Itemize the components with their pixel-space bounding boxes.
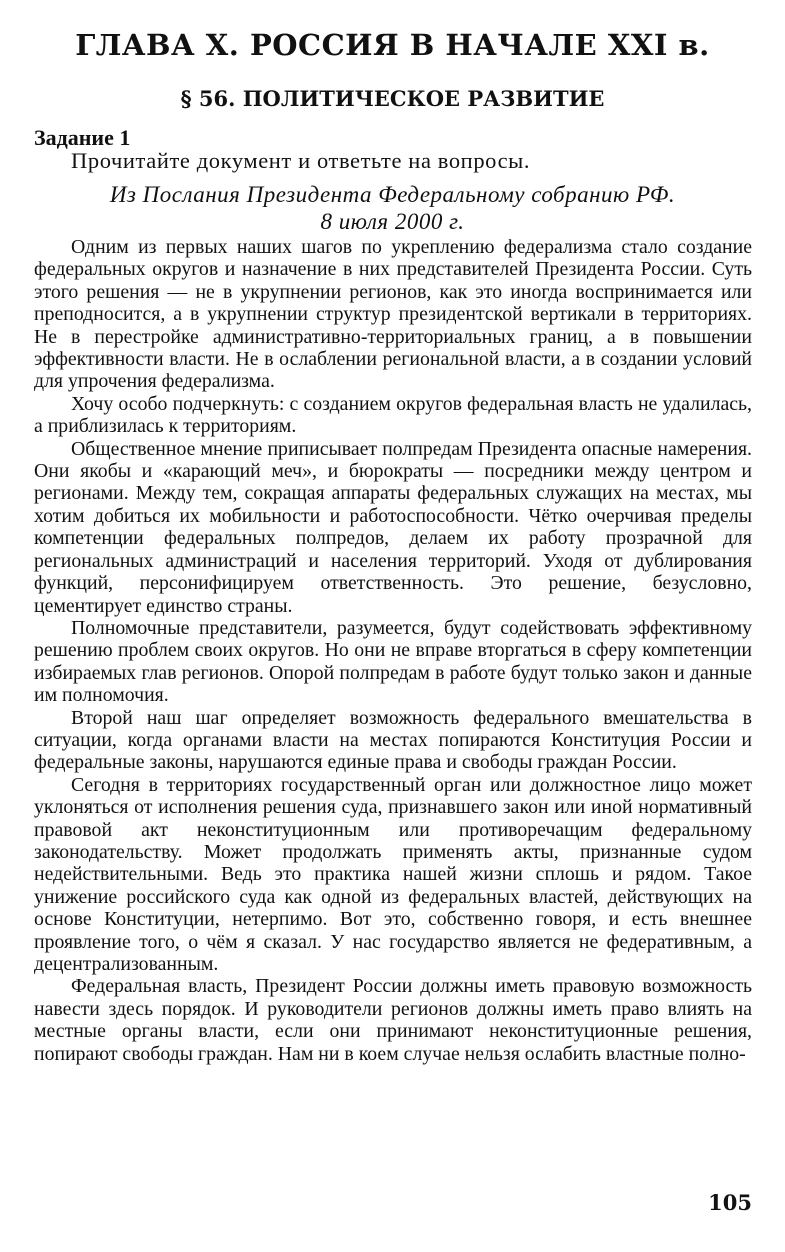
source-title: Из Послания Президента Федеральному собранию РФ. bbox=[109, 182, 676, 207]
page-number: 105 bbox=[708, 1190, 752, 1215]
document-body bbox=[34, 236, 752, 1065]
task-instruction: Прочитайте документ и ответьте на вопросы. bbox=[71, 148, 531, 173]
task-label: Задание 1 bbox=[34, 125, 131, 150]
chapter-title: ГЛАВА X. РОССИЯ В НАЧАЛЕ XXI в. bbox=[75, 28, 710, 62]
paragraph-2: Хочу особо подчеркнуть: с созданием округов федеральная власть не удалилась, а приблизилась к территориям. bbox=[34, 392, 752, 438]
paragraph-5: Второй наш шаг определяет возможность федерального вмешательства в ситуации, когда органами власти на местах попираются Конституция России и федеральные законы, нарушаются единые права и свободы граждан России. bbox=[34, 706, 752, 774]
paragraph-7: Федеральная власть, Президент России должны иметь правовую возможность навести здесь порядок. И руководители регионов должны иметь право влиять на местные органы власти, если они принимают неконституционные решения, попирают свободы граждан. Нам ни в коем случае нельзя ослабить властные полно- bbox=[34, 975, 752, 1065]
paragraph-1: Одним из первых наших шагов по укреплению федерализма стало создание федеральных округов и назначение в них представителей Президента России. Суть этого решения — не в укрупнении регионов, как это иногда воспринимается или преподносится, а в укрупнении структур президентской вертикали в территориях. Не в перестройке административно-территориальных границ, а в повышении эффективности власти. Не в ослаблении региональной власти, а в создании условий для упрочения федерализма. bbox=[34, 236, 752, 393]
source-date: 8 июля 2000 г. bbox=[320, 209, 465, 234]
paragraph-4: Полномочные представители, разумеется, будут содействовать эффективному решению проблем своих округов. Но они не вправе вторгаться в сферу компетенции избираемых глав регионов. Опорой полпредам в работе будут только закон и данные им полномочия. bbox=[34, 616, 752, 707]
paragraph-3: Общественное мнение приписывает полпредам Президента опасные намерения. Они якобы и «карающий меч», и бюрократы — посредники между центром и регионами. Между тем, сокращая аппараты федеральных служащих на местах, мы хотим добиться их мобильности и работоспособности. Чётко очерчивая пределы компетенции федеральных полпредов, делаем их работу прозрачной для региональных администраций и населения территорий. Уходя от дублирования функций, персонифицируем ответственность. Это решение, безусловно, цементирует единство страны. bbox=[34, 437, 752, 617]
section-title: § 56. ПОЛИТИЧЕСКОЕ РАЗВИТИЕ bbox=[180, 86, 605, 111]
paragraph-6: Сегодня в территориях государственный орган или должностное лицо может уклоняться от исполнения решения суда, признавшего закон или иной нормативный правовой акт неконституционным или противоречащим федеральному законодательству. Может продолжать применять акты, признанные судом недействительными. Ведь это практика нашей жизни сплошь и рядом. Такое унижение российского суда как одной из федеральных властей, действующих на основе Конституции, нетерпимо. Вот это, собственно говоря, и есть внешнее проявление того, о чём я сказал. У нас государство является не федеративным, а децентрализованным. bbox=[34, 773, 752, 975]
source-heading bbox=[0, 181, 785, 235]
